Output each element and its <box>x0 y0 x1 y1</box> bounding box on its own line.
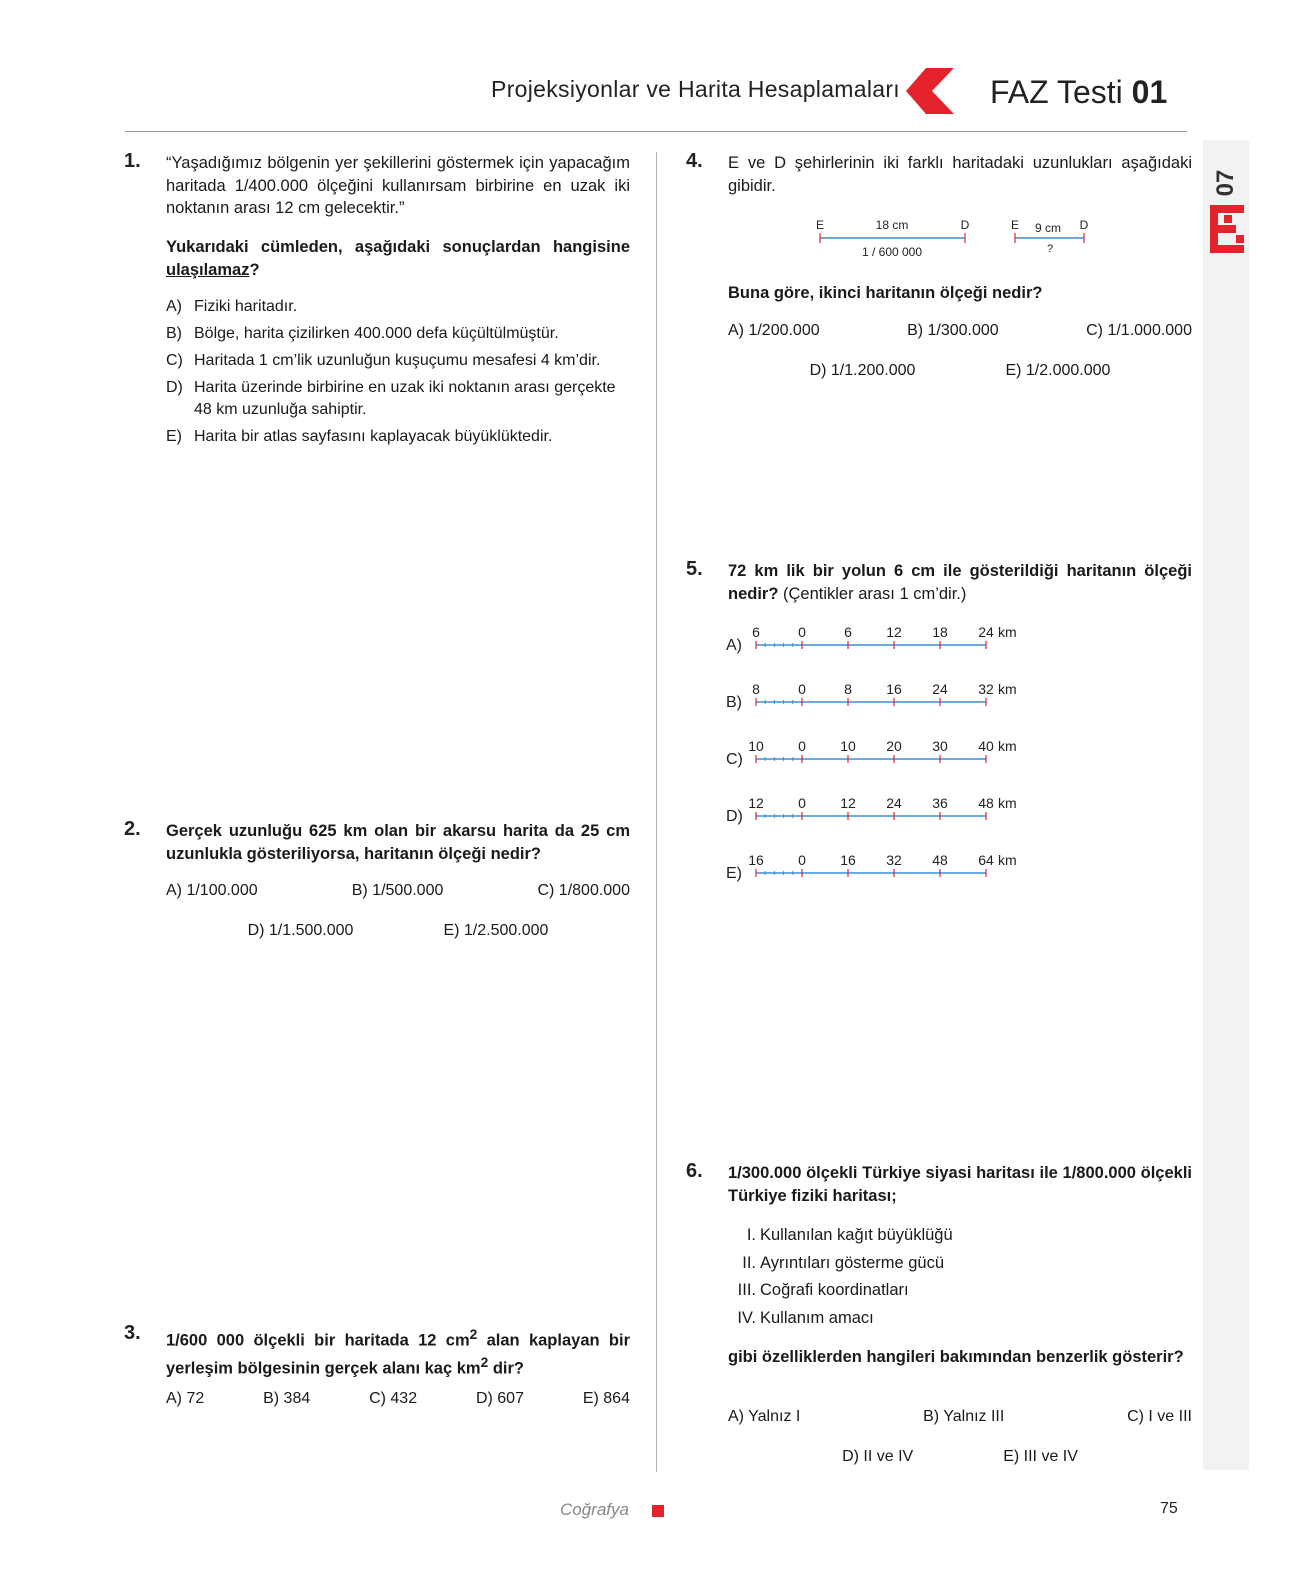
q2-option-b[interactable]: B) 1/500.000 <box>351 882 444 899</box>
q5-number: 5. <box>686 558 703 580</box>
q6-option-e[interactable]: E) III ve IV <box>1003 1448 1078 1465</box>
q3-option-c[interactable]: C) 432 <box>369 1390 418 1407</box>
scale-option-letter: B) <box>726 694 742 711</box>
footer-square-icon <box>652 1505 664 1517</box>
q1-options <box>166 296 630 453</box>
scale-tick-label: 0 <box>798 739 806 754</box>
map2-left-label: E <box>1010 218 1020 232</box>
chevron-left-icon <box>906 68 954 114</box>
scale-option-d[interactable] <box>726 796 1056 846</box>
q4-option-e[interactable]: E) 1/2.000.000 <box>1005 362 1111 379</box>
q6-stem: 1/300.000 ölçekli Türkiye siyasi haritası ile 1/800.000 ölçekli Türkiye fiziki haritası; <box>728 1164 1192 1205</box>
scale-tick-label: 24 <box>978 625 994 640</box>
scale-option-letter: E) <box>726 865 742 882</box>
chapter-title: Projeksiyonlar ve Harita Hesaplamaları <box>491 76 900 102</box>
scale-tick-label: 12 <box>840 796 856 811</box>
q3-option-a[interactable]: A) 72 <box>166 1390 205 1407</box>
scale-unit-label: km <box>998 625 1017 640</box>
fez-logo-icon <box>1210 205 1244 253</box>
q6-option-d[interactable]: D) II ve IV <box>842 1448 914 1465</box>
q6-question: gibi özelliklerden hangileri bakımından benzerlik gösterir? <box>728 1348 1184 1366</box>
q3-option-d[interactable]: D) 607 <box>475 1390 524 1407</box>
scale-option-b[interactable] <box>726 682 1056 732</box>
q5-scale-options <box>726 625 1056 905</box>
q6-choices-row1 <box>728 1408 1192 1426</box>
q6-option-a[interactable]: A) Yalnız I <box>728 1408 801 1425</box>
q3-stem: 1/600 000 ölçekli bir haritada 12 $cm^2$ alan kaplayan bir yerleşim bölgesinin gerçek alanı kaç $km^2$ dir? <box>166 1327 630 1378</box>
q4-distance-diagram <box>810 216 1100 266</box>
q2-option-c[interactable]: C) 1/800.000 <box>537 882 630 899</box>
footer-subject: Coğrafya <box>560 1500 629 1519</box>
scale-tick-label: 32 <box>978 682 994 697</box>
scale-tick-label: 48 <box>932 853 948 868</box>
scale-tick-label: 6 <box>844 625 852 640</box>
q1-quote: “Yaşadığımız bölgenin yer şekillerini göstermek için yapacağım haritada 1/400.000 ölçeğini kullanırsam birbirine en uzak iki noktanın arası 12 cm gelecektir.” <box>166 154 630 217</box>
scale-tick-label: 20 <box>886 739 902 754</box>
q1-stem: Yukarıdaki cümleden, aşağıdaki sonuçlardan hangisine ulaşılamaz? <box>166 238 630 279</box>
scale-tick-label: 32 <box>886 853 902 868</box>
map1-length-label: 18 cm <box>875 218 909 232</box>
q4-choices-row1 <box>728 322 1192 340</box>
scale-tick-label: 10 <box>840 739 856 754</box>
test-title <box>990 74 1167 111</box>
scale-tick-label: 12 <box>748 796 764 811</box>
test-label: FAZ Testi <box>990 74 1123 110</box>
scale-tick-label: 16 <box>840 853 856 868</box>
scale-tick-label: 24 <box>886 796 902 811</box>
q6-item: III. Coğrafi koordinatları <box>737 1281 909 1299</box>
q6-number: 6. <box>686 1160 703 1182</box>
q2-stem: Gerçek uzunluğu 625 km olan bir akarsu harita da 25 cm uzunlukla gösteriliyorsa, haritanın ölçeği nedir? <box>166 822 630 863</box>
scale-tick-label: 10 <box>748 739 764 754</box>
map1-scale-label: 1 / 600 000 <box>861 245 923 259</box>
q6-choices-row2 <box>728 1448 1192 1466</box>
q4-option-a[interactable]: A) 1/200.000 <box>728 322 820 339</box>
scale-unit-label: km <box>998 796 1017 811</box>
scale-unit-label: km <box>998 739 1017 754</box>
q1-option-e[interactable]: E) Harita bir atlas sayfasını kaplayacak büyüklüktedir. <box>166 428 553 445</box>
scale-tick-label: 0 <box>798 853 806 868</box>
q3-option-e[interactable]: E) 864 <box>582 1390 630 1407</box>
scale-tick-label: 16 <box>748 853 764 868</box>
q6-option-b[interactable]: B) Yalnız III <box>923 1408 1005 1425</box>
q2-choices-row1 <box>166 882 630 900</box>
scale-tick-label: 36 <box>932 796 948 811</box>
test-number: 01 <box>1131 74 1168 110</box>
q5-stem: 72 km lik bir yolun 6 cm ile gösterildiği haritanın ölçeği nedir? (Çentikler arası 1 cm’dir.) <box>728 562 1192 603</box>
scale-option-letter: C) <box>726 751 743 768</box>
q6-items <box>724 1222 1164 1332</box>
scale-tick-label: 40 <box>978 739 994 754</box>
side-tab <box>1203 140 1249 1470</box>
q1-option-a[interactable]: A) Fiziki haritadır. <box>166 298 298 315</box>
q2-choices-row2 <box>166 922 630 940</box>
scale-unit-label: km <box>998 682 1017 697</box>
q2-option-d[interactable]: D) 1/1.500.000 <box>247 922 354 939</box>
q4-option-b[interactable]: B) 1/300.000 <box>907 322 999 339</box>
q3-number: 3. <box>124 1322 141 1344</box>
q6-item: I. Kullanılan kağıt büyüklüğü <box>746 1226 953 1244</box>
scale-tick-label: 8 <box>844 682 852 697</box>
page-number: 75 <box>1160 1500 1178 1517</box>
scale-tick-label: 12 <box>886 625 902 640</box>
q6-item: IV. Kullanım amacı <box>737 1308 874 1327</box>
scale-tick-label: 24 <box>932 682 948 697</box>
q4-option-c[interactable]: C) 1/1.000.000 <box>1086 322 1192 339</box>
map1-left-label: E <box>815 218 825 232</box>
map2-right-label: D <box>1079 218 1089 232</box>
scale-option-letter: A) <box>726 637 742 654</box>
q6-option-c[interactable]: C) I ve III <box>1127 1408 1192 1425</box>
side-tab-number: 07 <box>1212 169 1239 197</box>
scale-tick-label: 48 <box>978 796 994 811</box>
q3-choices <box>166 1390 630 1408</box>
scale-option-c[interactable] <box>726 739 1056 789</box>
q1-number: 1. <box>124 150 141 172</box>
map2-scale-label: ? <box>1046 243 1054 255</box>
q2-number: 2. <box>124 818 141 840</box>
scale-option-a[interactable] <box>726 625 1056 675</box>
map2-length-label: 9 cm <box>1034 221 1062 235</box>
scale-tick-label: 0 <box>798 682 806 697</box>
scale-tick-label: 30 <box>932 739 948 754</box>
q4-question: Buna göre, ikinci haritanın ölçeği nedir? <box>728 284 1043 302</box>
q4-choices-row2 <box>728 362 1192 380</box>
q4-stem: E ve D şehirlerinin iki farklı haritadaki uzunlukları aşağıdaki gibidir. <box>728 154 1192 195</box>
scale-tick-label: 8 <box>752 682 760 697</box>
q2-option-e[interactable]: E) 1/2.500.000 <box>443 922 549 939</box>
scale-tick-label: 64 <box>978 853 994 868</box>
scale-tick-label: 18 <box>932 625 948 640</box>
q1-option-c[interactable]: C) Haritada 1 cm’lik uzunluğun kuşuçumu mesafesi 4 km’dir. <box>166 352 601 369</box>
q1-option-b[interactable]: B) Bölge, harita çizilirken 400.000 defa küçültülmüştür. <box>166 325 559 342</box>
column-divider <box>656 152 657 1472</box>
q4-option-d[interactable]: D) 1/1.200.000 <box>809 362 916 379</box>
scale-option-e[interactable] <box>726 853 1056 903</box>
scale-tick-label: 0 <box>798 625 806 640</box>
scale-tick-label: 6 <box>752 625 760 640</box>
map1-right-label: D <box>960 218 970 232</box>
scale-tick-label: 0 <box>798 796 806 811</box>
q6-item: II. Ayrıntıları gösterme gücü <box>742 1253 945 1272</box>
scale-option-letter: D) <box>726 808 743 825</box>
scale-unit-label: km <box>998 853 1017 868</box>
scale-tick-label: 16 <box>886 682 902 697</box>
q3-option-b[interactable]: B) 384 <box>263 1390 311 1407</box>
q1-option-d[interactable]: D) Harita üzerinde birbirine en uzak iki noktanın arası gerçekte 48 km uzunluğa sahiptir. <box>166 379 616 418</box>
header-divider <box>125 131 1187 132</box>
q4-number: 4. <box>686 150 703 172</box>
q2-option-a[interactable]: A) 1/100.000 <box>166 882 258 899</box>
